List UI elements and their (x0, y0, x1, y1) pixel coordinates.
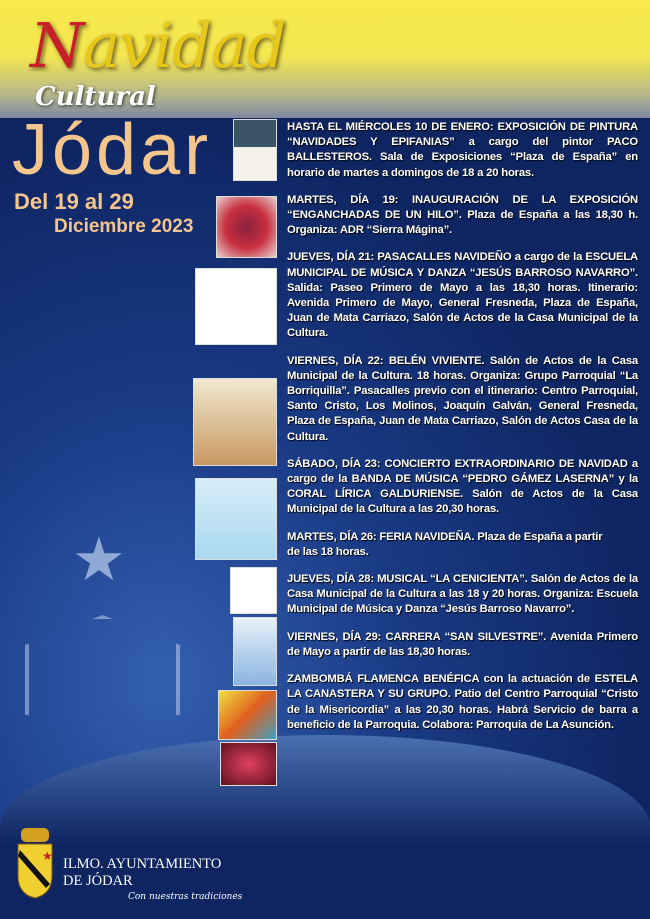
exhibition-poster-image (233, 119, 277, 181)
town-name: Jódar (12, 110, 213, 190)
event-martes-26: MARTES, DÍA 26: FERIA NAVIDEÑA. Plaza de España a partir de las 18 horas. (287, 530, 603, 558)
dates-range: Del 19 al 29 (14, 189, 134, 214)
event-viernes-29: VIERNES, DÍA 29: CARRERA “SAN SILVESTRE”. Avenida Primero de Mayo a partir de las 18,30 horas. (287, 630, 638, 658)
event-jueves-21: JUEVES, DÍA 21: PASACALLES NAVIDEÑO a cargo de la ESCUELA MUNICIPAL DE MÚSICA Y DANZA “JESÚS BARROSO NAVARRO”. Salida: Paseo Primero de Mayo a las 18,30 horas. Itinerario: Avenida Primero de Mayo, General Fresneda, Plaza de España, Juan de Mata Carriazo, Salón de Actos de la Casa Municipal de la Cultura. (287, 251, 638, 340)
event-list (287, 120, 638, 745)
event-exposicion-pintura: HASTA EL MIÉRCOLES 10 DE ENERO: EXPOSICIÓN DE PINTURA “NAVIDADES Y EPIFANIAS” a cargo del pintor PACO BALLESTEROS. Sala de Exposiciones “Plaza de España” en horario de martes a domingos de 18 a 20 horas. (287, 121, 638, 179)
event-martes-19: MARTES, DÍA 19: INAUGURACIÓN DE LA EXPOSICIÓN “ENGANCHADAS DE UN HILO”. Plaza de España a las 18,30 h. Organiza: ADR “Sierra Mágina”. (287, 193, 638, 237)
snowman-image (230, 567, 277, 614)
carolers-image (195, 268, 277, 345)
embroidery-exhibition-image (216, 196, 277, 258)
organizer-line2: DE JÓDAR (63, 873, 133, 889)
snow-hill-decoration (0, 735, 650, 919)
organizer (63, 856, 221, 890)
cinderella-image (233, 617, 277, 686)
coat-of-arms-icon (15, 826, 55, 901)
event-viernes-22: VIERNES, DÍA 22: BELÉN VIVIENTE. Salón de Actos de la Casa Municipal de la Cultura. 18 horas. Organiza: Grupo Parroquial “La Borriquilla”. Pasacalles previo con el itinerario: Centro Parroquial, Santo Cristo, Los Molinos, Joaquín Galván, General Fresneda, Plaza de España, Juan de Mata Carriazo, Salón de Actos Casa de la Cultura. (287, 354, 638, 443)
svg-text:★: ★ (42, 849, 53, 863)
star-icon: ★ (72, 526, 126, 593)
title-cultural: Cultural (35, 82, 156, 112)
nativity-scene-image (193, 378, 277, 466)
event-jueves-28: JUEVES, DÍA 28: MUSICAL “LA CENICIENTA”. Salón de Actos de la Casa Municipal de la Cultura a las 18 y 20 horas. Organiza: Escuela Municipal de Música y Danza “Jesús Barroso Navarro”. (287, 573, 638, 616)
organizer-line1: ILMO. AYUNTAMIENTO (63, 856, 222, 872)
event-sabado-23: SÁBADO, DÍA 23: CONCIERTO EXTRAORDINARIO DE NAVIDAD a cargo de la BANDA DE MÚSICA “PEDRO GÁMEZ LASERNA” y la CORAL LÍRICA GALDURIENSE. Salón de Actos de la Casa Municipal de la Cultura a las 20,30 horas. (287, 457, 638, 516)
dates-month: Diciembre 2023 (54, 216, 194, 237)
title-navidad: Navidad (30, 9, 286, 82)
christmas-concert-image (195, 478, 277, 560)
motto: Con nuestras tradiciones (128, 892, 243, 902)
flamenco-singer-image (220, 742, 277, 786)
event-zambomba: ZAMBOMBÁ FLAMENCA BENÉFICA con la actuación de ESTELA LA CANASTERA Y SU GRUPO. Patio del Centro Parroquial “Cristo de la Misericordia” a las 20,30 horas. Habrá Servicio de barra a beneficio de la Parroquia. Colabora: Parroquia de La Asunción. (287, 673, 638, 731)
runner-image (218, 690, 277, 740)
